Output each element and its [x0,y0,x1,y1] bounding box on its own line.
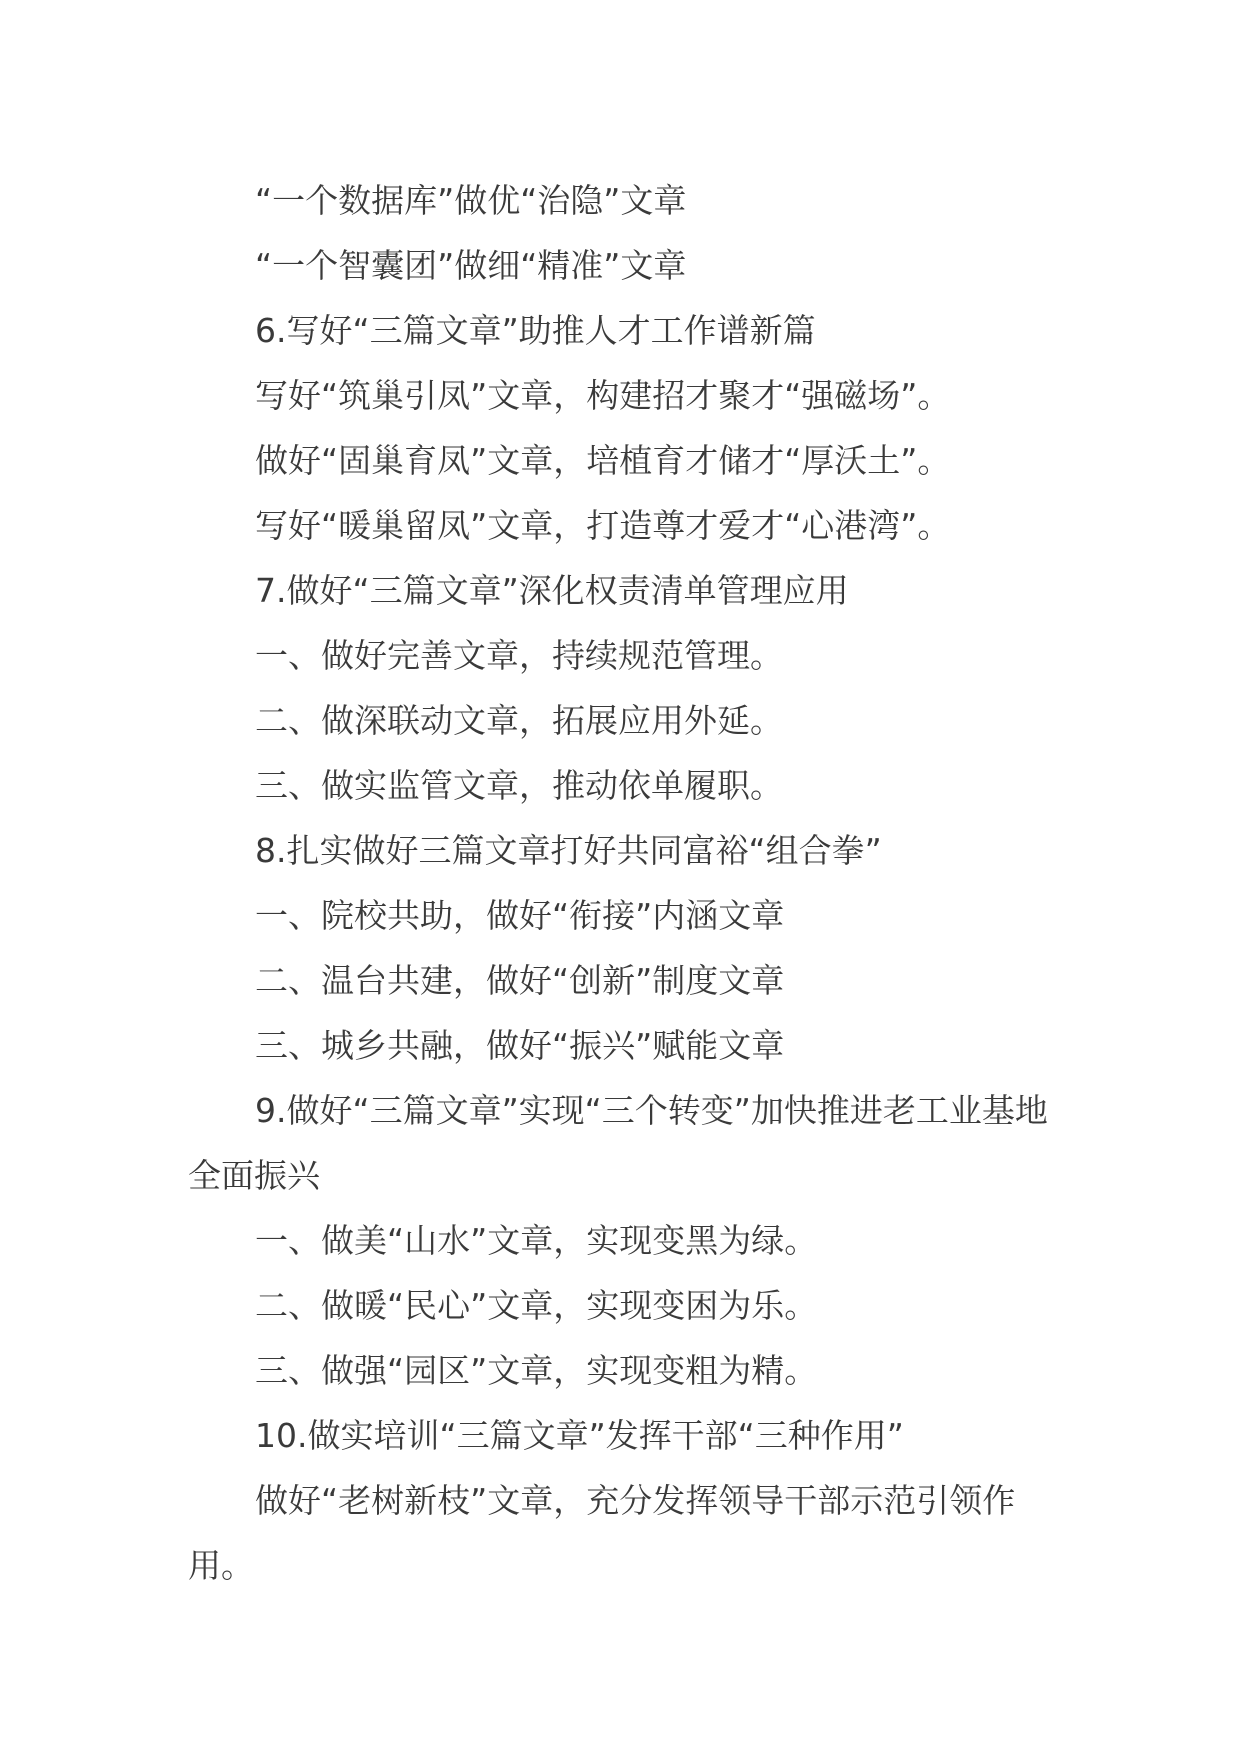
paragraph: 做好“固巢育凤”文章，培植育才储才“厚沃土”。 [255,441,951,480]
paragraph: “一个数据库”做优“治隐”文章 [255,181,687,220]
paragraph: 二、温台共建，做好“创新”制度文章 [255,961,785,1000]
paragraph: 三、做实监管文章，推动依单履职。 [255,766,783,805]
section-heading: 6.写好“三篇文章”助推人才工作谱新篇 [255,311,816,350]
section-heading: 7.做好“三篇文章”深化权责清单管理应用 [255,571,849,610]
paragraph: 二、做暖“民心”文章，实现变困为乐。 [255,1286,818,1325]
paragraph: 一、院校共助，做好“衔接”内涵文章 [255,896,785,935]
paragraph: 二、做深联动文章，拓展应用外延。 [255,701,783,740]
paragraph: 一、做好完善文章，持续规范管理。 [255,636,783,675]
document-page [188,168,1058,1598]
section-heading: 10.做实培训“三篇文章”发挥干部“三种作用” [255,1416,904,1455]
paragraph: 一、做美“山水”文章，实现变黑为绿。 [255,1221,818,1260]
section-heading: 9.做好“三篇文章”实现“三个转变”加快推进老工业基地全面振兴 [188,1091,1048,1195]
section-heading: 8.扎实做好三篇文章打好共同富裕“组合拳” [255,831,882,870]
paragraph: 三、城乡共融，做好“振兴”赋能文章 [255,1026,785,1065]
paragraph: “一个智囊团”做细“精准”文章 [255,246,687,285]
paragraph: 写好“筑巢引凤”文章，构建招才聚才“强磁场”。 [255,376,951,415]
paragraph: 写好“暖巢留凤”文章，打造尊才爱才“心港湾”。 [255,506,951,545]
paragraph: 做好“老树新枝”文章，充分发挥领导干部示范引领作用。 [188,1481,1016,1585]
paragraph: 三、做强“园区”文章，实现变粗为精。 [255,1351,818,1390]
